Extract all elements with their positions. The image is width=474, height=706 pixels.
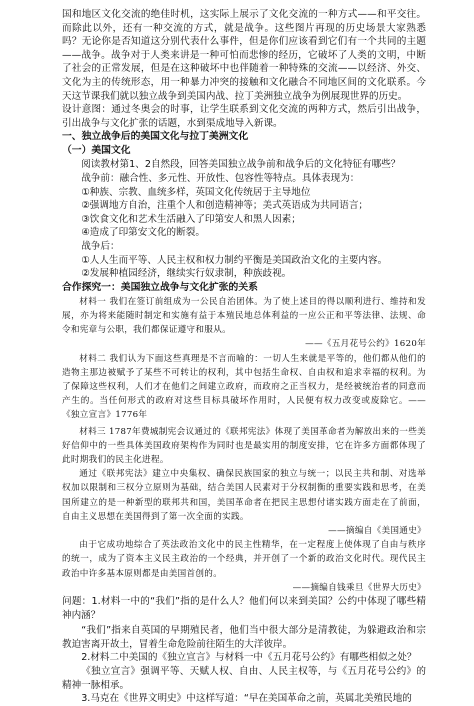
question-2: 2.材料二中美国的《独立宣言》与材料一中《五月花号公约》有哪些相似之处？: [81, 652, 417, 664]
heading-subsection-1: （一）美国文化: [62, 145, 131, 157]
before-war-item-3: ③饮食文化和艺术生活融入了印第安人和黑人因素；: [81, 213, 301, 225]
material-4-source: ——摘编自钱乘旦《世界大历史》: [292, 582, 426, 593]
question-1: 问题：1.材料一中的“我们”指的是什么人？他们何以来到美国？公约中体现了哪些精神内涵？: [62, 595, 426, 621]
document-page: [62, 8, 426, 706]
heading-cooperative-inquiry-1: 合作探究一：美国独立战争与文化扩张的关系: [62, 281, 258, 293]
before-war-item-2: ②强调地方自治，注重个人和创造精神等；美式英语成为共同语言；: [81, 200, 369, 212]
material-3-source: ——摘编自《美国通史》: [328, 525, 426, 536]
after-war-item-1: ①人人生而平等、人民主权和权力制约平衡是美国政治文化的主要内容。: [81, 254, 388, 266]
heading-section-1: 一、独立战争后的美国文化与拉丁美洲文化: [62, 131, 249, 143]
before-war-item-1: ①种族、宗教、血统多样，英国文化传统居于主导地位: [81, 186, 311, 198]
question-3: 3.马克在《世界文明史》中这样写道：“早在美国革命之前，英属北美殖民地的: [81, 693, 412, 705]
after-war-item-2: ②发展种植园经济，继续实行奴隶制，种族歧视。: [81, 268, 292, 280]
answer-2: 《独立宣言》强调平等、天赋人权、自由、人民主权等，与《五月花号公约》的精神一脉相承。: [62, 665, 426, 691]
before-war-item-4: ④造成了印第安文化的断裂。: [81, 227, 205, 239]
material-3-continued: 通过《联邦宪法》建立中央集权、确保民族国家的独立与统一；以民主共和制、对选举权加以限制和三权分立原则为基础，结合美国人民素对于分权制衡的重要实践和思考，在美国所建立的是一种新型的联邦共和国，美国革命者在把民主思想付诸实践方面走在了前面，自由主义思想在美国得到了第一次全面的实践。: [62, 469, 426, 522]
answer-1: “我们”指来自英国的早期殖民者，他们当中很大部分是清教徒，为躲避政治和宗教迫害离开故土，冒着生命危险前往陌生的大洋彼岸。: [62, 625, 426, 650]
paragraph-intro: 国和地区文化交流的绝佳时机，这实际上展示了文化交流的一种方式——和平交往。而除此以外，还有一种交流的方式，就是战争。这些图片再现的历史场景大家熟悉吗？无论你是否知道这分别代表什么事件，但是你们应该看到它们有一个共同的主题——战争。战争对于人类来讲是一种可怕而悲惨的经历，它破坏了人类的文明，中断了社会的正常发展，但是在这种破坏中也伴随着一种特殊的交流——以经济、外交、文化为主的传统形态，用一种暴力冲突的接触和文化融合不同地区间的文化联系。今天这节课我们就以独立战争到美国内战、拉丁美洲独立战争为例展现世界的历史。: [62, 9, 426, 102]
material-2: 材料二 我们认为下面这些真理是不言而喻的：一切人生来就是平等的，他们都从他们的造物主那边被赋予了某些不可转让的权利，其中包括生命权、自由权和追求幸福的权利。为了保障这些权利，人们才在他们之间建立政府，而政府之正当权力，是经被统治者的同意而产生的。当任何形式的政府对这些目标具破坏作用时，人民便有权力改变或废除它。——《独立宣言》1776年: [62, 353, 426, 421]
material-3: 材料三 1787年费城制宪会议通过的《联邦宪法》体现了美国革命者为解放出来的一些美好信仰中的一些具体美国政府架构作为同时也是最实用的制度安排，它在许多方面都体现了此时期我们的民主化进程。: [62, 426, 426, 465]
material-1: 材料一 我们在签订前组成为一公民自治团体。为了使上述目的得以顺利进行、维持和发展，亦为将来能随时制定和实施有益于本殖民地总体利益的一应公正和平等法律、法规、命令和宪章与公职，我们都保证遵守和服从。: [62, 296, 426, 336]
before-war-heading: 战争前：融合性、多元性、开放性、包容性等特点。具体表现为：: [81, 172, 360, 184]
material-4: 由于它成功地综合了英法政治文化中的民主性精华，在一定程度上使体现了自由与秩序的统一，成为了资本主义民主政治的一个经典，并开创了一个新的政治文化时代。现代民主政治中许多基本原则都是由美国首创的。: [62, 540, 426, 579]
reading-instruction: 阅读教材第1、2自然段，回答美国独立战争前和战争后的文化特征有哪些？: [81, 159, 401, 171]
after-war-heading: 战争后：: [81, 240, 120, 252]
paragraph-design-intent: 设计意图：通过冬奥会的时事，让学生联系到文化交流的两种方式，然后引出战争，引出战争与文化扩张的话题，水到渠成地导入新课。: [62, 104, 426, 129]
material-1-source: ——《五月花号公约》1620年: [305, 339, 426, 350]
